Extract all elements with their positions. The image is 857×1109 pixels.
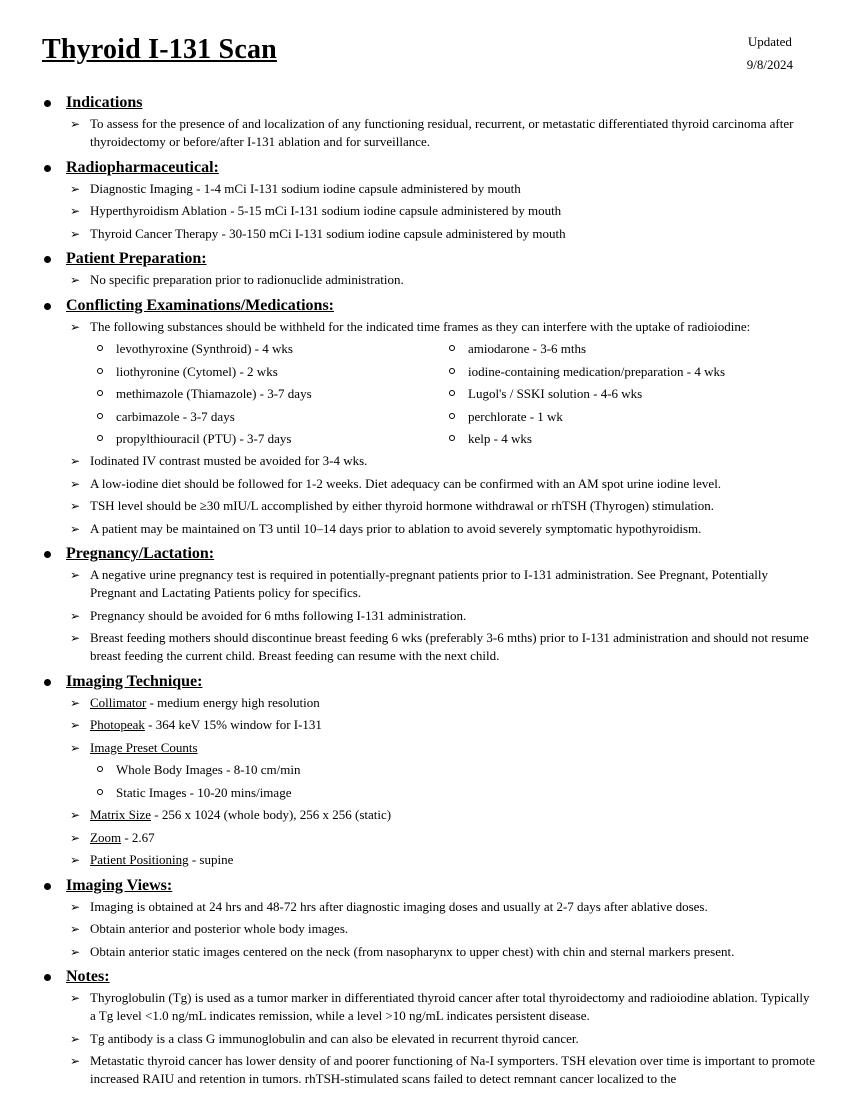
arrow-bullet-icon: ➢ bbox=[70, 1031, 81, 1046]
list-item: ➢ Tg antibody is a class G immunoglobulin and can also be elevated in recurrent thyroid cancer. bbox=[70, 1030, 579, 1046]
section-imaging-views bbox=[0, 874, 857, 961]
substance-item: amiodarone - 3-6 mths bbox=[468, 340, 725, 363]
page-title: Thyroid I-131 Scan bbox=[42, 34, 277, 65]
list-item: ➢ Matrix Size - 256 x 1024 (whole body), 256 x 256 (static) bbox=[70, 807, 392, 822]
list-item: ➢ Imaging is obtained at 24 hrs and 48-72 hrs after diagnostic imaging doses and usually at 2-7 days after ablative doses. bbox=[70, 898, 708, 914]
document-body bbox=[0, 91, 857, 1093]
arrow-bullet-icon: ➢ bbox=[70, 568, 81, 582]
arrow-bullet-icon: ➢ bbox=[70, 944, 81, 959]
section-heading: Imaging Technique: bbox=[0, 670, 857, 694]
list-item: ➢ Diagnostic Imaging - 1-4 mCi I-131 sodium iodine capsule administered by mouth bbox=[70, 180, 521, 196]
arrow-bullet-icon: ➢ bbox=[70, 1054, 81, 1068]
arrow-bullet-icon: ➢ bbox=[70, 181, 81, 196]
arrow-bullet-icon: ➢ bbox=[70, 608, 81, 623]
section-indications bbox=[0, 91, 857, 151]
arrow-bullet-icon: ➢ bbox=[70, 922, 81, 936]
list-item: ➢ Thyroid Cancer Therapy - 30-150 mCi I-131 sodium iodine capsule administered by mouth bbox=[70, 225, 566, 241]
circle-bullet-icon bbox=[449, 345, 455, 351]
substance-item: levothyroxine (Synthroid) - 4 wks bbox=[116, 340, 312, 363]
substance-item: methimazole (Thiamazole) - 3-7 days bbox=[116, 385, 312, 408]
list-item: ➢ Hyperthyroidism Ablation - 5-15 mCi I-131 sodium iodine capsule administered by mouth bbox=[70, 203, 562, 218]
arrow-bullet-icon: ➢ bbox=[70, 808, 81, 822]
arrow-bullet-icon: ➢ bbox=[70, 454, 81, 468]
bullet-icon bbox=[44, 256, 51, 263]
circle-bullet-icon bbox=[449, 390, 455, 396]
section-patient-preparation bbox=[0, 247, 857, 289]
arrow-bullet-icon: ➢ bbox=[70, 718, 81, 732]
bullet-icon bbox=[44, 100, 51, 107]
list-item: ➢ The following substances should be withheld for the indicated time frames as they can interfere with the uptake of radioiodine: bbox=[70, 318, 751, 334]
matrix-size-label: Matrix Size bbox=[90, 807, 152, 822]
list-item: ➢ Pregnancy should be avoided for 6 mths following I-131 administration. bbox=[70, 607, 467, 623]
list-item: ➢ A negative urine pregnancy test is required in potentially-pregnant patients prior to I-131 administration. See Pregnant, Potentially Pregnant and Lactating Patients policy for specifics. bbox=[70, 567, 768, 600]
section-heading: Conflicting Examinations/Medications: bbox=[0, 294, 857, 318]
circle-bullet-icon bbox=[97, 345, 103, 351]
list-item: ➢ Obtain anterior and posterior whole body images. bbox=[70, 921, 349, 936]
list-item bbox=[0, 739, 857, 757]
section-notes bbox=[0, 965, 857, 1088]
substance-item: liothyronine (Cytomel) - 2 wks bbox=[116, 363, 312, 386]
arrow-bullet-icon: ➢ bbox=[70, 319, 81, 334]
patient-positioning-label: Patient Positioning bbox=[90, 852, 189, 867]
bullet-icon bbox=[44, 165, 51, 172]
list-item: ➢ Breast feeding mothers should discontinue breast feeding 6 wks (preferably 3-6 mths) prior to I-131 administration and should not resume breast feeding the current child. Breast feeding can resume with the next child. bbox=[70, 630, 809, 663]
section-radiopharmaceutical bbox=[0, 156, 857, 243]
arrow-bullet-icon: ➢ bbox=[70, 521, 81, 536]
section-imaging-technique bbox=[0, 670, 857, 870]
list-item: ➢ Zoom - 2.67 bbox=[70, 829, 155, 845]
bullet-icon bbox=[44, 883, 51, 890]
circle-bullet-icon bbox=[97, 413, 103, 419]
section-heading: Pregnancy/Lactation: bbox=[0, 542, 857, 566]
arrow-bullet-icon: ➢ bbox=[70, 631, 81, 645]
bullet-icon bbox=[44, 679, 51, 686]
section-heading: Indications bbox=[0, 91, 857, 115]
list-item: ➢ A patient may be maintained on T3 until 10–14 days prior to ablation to avoid severely symptomatic hypothyroidism. bbox=[70, 520, 702, 536]
substance-item: carbimazole - 3-7 days bbox=[116, 408, 312, 431]
list-item: ➢ A low-iodine diet should be followed for 1-2 weeks. Diet adequacy can be confirmed with an AM spot urine iodine level. bbox=[70, 475, 722, 491]
arrow-bullet-icon: ➢ bbox=[70, 476, 81, 491]
section-conflicting bbox=[0, 294, 857, 538]
updated-stamp bbox=[747, 30, 793, 76]
photopeak-label: Photopeak bbox=[90, 717, 145, 732]
arrow-bullet-icon: ➢ bbox=[70, 204, 81, 218]
circle-bullet-icon bbox=[97, 435, 103, 441]
circle-bullet-icon bbox=[449, 435, 455, 441]
substance-item: propylthiouracil (PTU) - 3-7 days bbox=[116, 430, 312, 453]
arrow-bullet-icon: ➢ bbox=[70, 991, 81, 1005]
section-pregnancy bbox=[0, 542, 857, 665]
arrow-bullet-icon: ➢ bbox=[70, 899, 81, 914]
circle-bullet-icon bbox=[449, 413, 455, 419]
section-heading: Radiopharmaceutical: bbox=[0, 156, 857, 180]
zoom-label: Zoom bbox=[90, 829, 122, 845]
substance-item: perchlorate - 1 wk bbox=[468, 408, 725, 431]
arrow-bullet-icon: ➢ bbox=[70, 226, 81, 241]
preset-counts-label: Image Preset Counts bbox=[90, 739, 198, 755]
circle-bullet-icon bbox=[449, 368, 455, 374]
circle-bullet-icon bbox=[97, 789, 103, 795]
arrow-bullet-icon: ➢ bbox=[70, 853, 81, 867]
substance-item: Lugol's / SSKI solution - 4-6 wks bbox=[468, 385, 725, 408]
preset-item: Static Images - 10-20 mins/image bbox=[116, 784, 857, 807]
section-heading: Notes: bbox=[0, 965, 857, 989]
list-item: ➢ Thyroglobulin (Tg) is used as a tumor marker in differentiated thyroid cancer after total thyroidectomy and radioiodine ablation. Typically a Tg level <1.0 ng/mL indicates remission, while a level >10 ng/mL indicates persistent disease. bbox=[70, 990, 810, 1023]
substance-item: kelp - 4 wks bbox=[468, 430, 725, 453]
withheld-column-left bbox=[116, 340, 312, 453]
arrow-bullet-icon: ➢ bbox=[70, 695, 81, 710]
circle-bullet-icon bbox=[97, 390, 103, 396]
list-item: ➢ Obtain anterior static images centered on the neck (from nasopharynx to upper chest) with chin and sternal markers present. bbox=[70, 943, 735, 959]
circle-bullet-icon bbox=[97, 368, 103, 374]
bullet-icon bbox=[44, 551, 51, 558]
updated-date: 9/8/2024 bbox=[746, 57, 793, 72]
arrow-bullet-icon: ➢ bbox=[70, 499, 81, 513]
circle-bullet-icon bbox=[97, 766, 103, 772]
arrow-bullet-icon: ➢ bbox=[70, 273, 81, 287]
list-item: ➢ Metastatic thyroid cancer has lower density of and poorer functioning of Na-I symporters. TSH elevation over time is important to promote increased RAIU and retention in tumors. rhTSH-stimulated scans failed to detect remnant cancer localized to the bbox=[70, 1053, 816, 1086]
updated-label: Updated bbox=[747, 34, 792, 49]
section-heading: Imaging Views: bbox=[0, 874, 857, 898]
bullet-icon bbox=[44, 974, 51, 981]
arrow-bullet-icon: ➢ bbox=[70, 740, 81, 755]
substance-item: iodine-containing medication/preparation - 4 wks bbox=[468, 363, 725, 386]
list-item: ➢ Iodinated IV contrast musted be avoided for 3-4 wks. bbox=[70, 453, 368, 468]
list-item: ➢ No specific preparation prior to radionuclide administration. bbox=[70, 272, 404, 287]
withheld-column-right bbox=[468, 340, 725, 453]
arrow-bullet-icon: ➢ bbox=[70, 117, 81, 131]
collimator-label: Collimator bbox=[90, 694, 147, 710]
list-item: ➢ Patient Positioning - supine bbox=[70, 852, 234, 867]
section-heading: Patient Preparation: bbox=[0, 247, 857, 271]
preset-counts-list bbox=[0, 761, 857, 806]
list-item: ➢ Collimator - medium energy high resolution bbox=[70, 694, 320, 710]
arrow-bullet-icon: ➢ bbox=[70, 830, 81, 845]
withheld-substances bbox=[0, 340, 857, 452]
list-item: ➢ To assess for the presence of and localization of any functioning residual, recurrent, or metastatic differentiated thyroid carcinoma after thyroidectomy or before/after I-131 ablation and for surveillance. bbox=[70, 116, 794, 149]
list-item: ➢ TSH level should be ≥30 mIU/L accomplished by either thyroid hormone withdrawal or rhTSH (Thyrogen) stimulation. bbox=[70, 498, 715, 513]
list-item: ➢ Photopeak - 364 keV 15% window for I-131 bbox=[70, 717, 322, 732]
bullet-icon bbox=[44, 303, 51, 310]
preset-item: Whole Body Images - 8-10 cm/min bbox=[116, 761, 857, 784]
